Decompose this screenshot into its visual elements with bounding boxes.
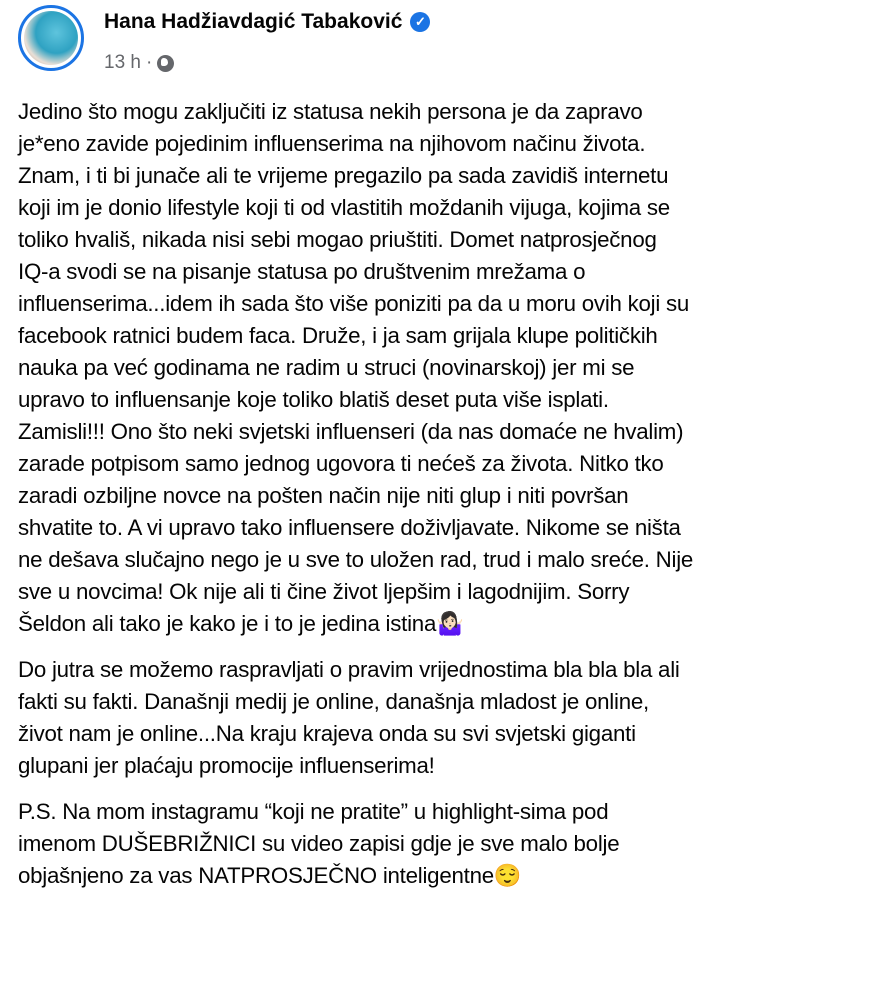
text-line: fakti su fakti. Današnji medij je online, današnja mladost je online,: [18, 689, 649, 714]
text-line: zaradi ozbiljne novce na pošten način nije niti glup i niti površan: [18, 483, 629, 508]
text-line: imenom DUŠEBRIŽNICI su video zapisi gdje je sve malo bolje: [18, 831, 620, 856]
text-line: ne dešava slučajno nego je u sve to uložen rad, trud i malo sreće. Nije: [18, 547, 694, 572]
text-line: IQ-a svodi se na pisanje statusa po društvenim mrežama o: [18, 259, 586, 284]
author-name[interactable]: Hana Hadžiavdagić Tabaković: [104, 10, 403, 33]
post-time[interactable]: 13 h: [104, 52, 141, 73]
text-line: je*eno zavide pojedinim influenserima na njihovom načinu života.: [18, 131, 646, 156]
post-paragraph: [18, 96, 880, 640]
text-line: Znam, i ti bi junače ali te vrijeme pregazilo pa sada zavidiš internetu: [18, 163, 669, 188]
text-line: objašnjeno za vas NATPROSJEČNO inteligentne😌: [18, 863, 522, 888]
text-line: upravo to influensanje koje toliko blatiš deset puta više isplati.: [18, 387, 609, 412]
author-avatar[interactable]: [18, 5, 84, 71]
text-line: P.S. Na mom instagramu “koji ne pratite” u highlight-sima pod: [18, 799, 609, 824]
text-line: život nam je online...Na kraju krajeva onda su svi svjetski giganti: [18, 721, 636, 746]
text-line: Jedino što mogu zaključiti iz statusa nekih persona je da zapravo: [18, 99, 643, 124]
text-line: sve u novcima! Ok nije ali ti čine život ljepšim i lagodnijim. Sorry: [18, 579, 630, 604]
globe-icon[interactable]: [157, 55, 174, 72]
text-line: influenserima...idem ih sada što više poniziti pa da u moru ovih koji su: [18, 291, 690, 316]
text-line: Šeldon ali tako je kako je i to je jedina istina🤷🏻‍♀️: [18, 611, 464, 636]
text-line: zarade potpisom samo jednog ugovora ti nećeš za života. Nitko tko: [18, 451, 664, 476]
text-line: toliko hvališ, nikada nisi sebi mogao priuštiti. Domet natprosječnog: [18, 227, 657, 252]
text-line: glupani jer plaćaju promocije influenserima!: [18, 753, 435, 778]
verified-badge-icon: ✓: [410, 12, 430, 32]
author-row: [104, 10, 430, 34]
text-line: nauka pa već godinama ne radim u struci (novinarskoj) jer mi se: [18, 355, 635, 380]
post-paragraph: [18, 654, 880, 782]
text-line: Zamisli!!! Ono što neki svjetski influenseri (da nas domaće ne hvalim): [18, 419, 684, 444]
text-line: Do jutra se možemo raspravljati o pravim vrijednostima bla bla bla ali: [18, 657, 680, 682]
avatar-image: [24, 11, 78, 65]
post-paragraph: [18, 796, 880, 892]
text-line: shvatite to. A vi upravo tako influensere doživljavate. Nikome se ništa: [18, 515, 681, 540]
text-line: facebook ratnici budem faca. Druže, i ja sam grijala klupe političkih: [18, 323, 658, 348]
post-text: [18, 96, 880, 906]
post-meta: [104, 52, 174, 74]
text-line: koji im je donio lifestyle koji ti od vlastitih moždanih vijuga, kojima se: [18, 195, 670, 220]
meta-separator: ·: [145, 52, 153, 73]
